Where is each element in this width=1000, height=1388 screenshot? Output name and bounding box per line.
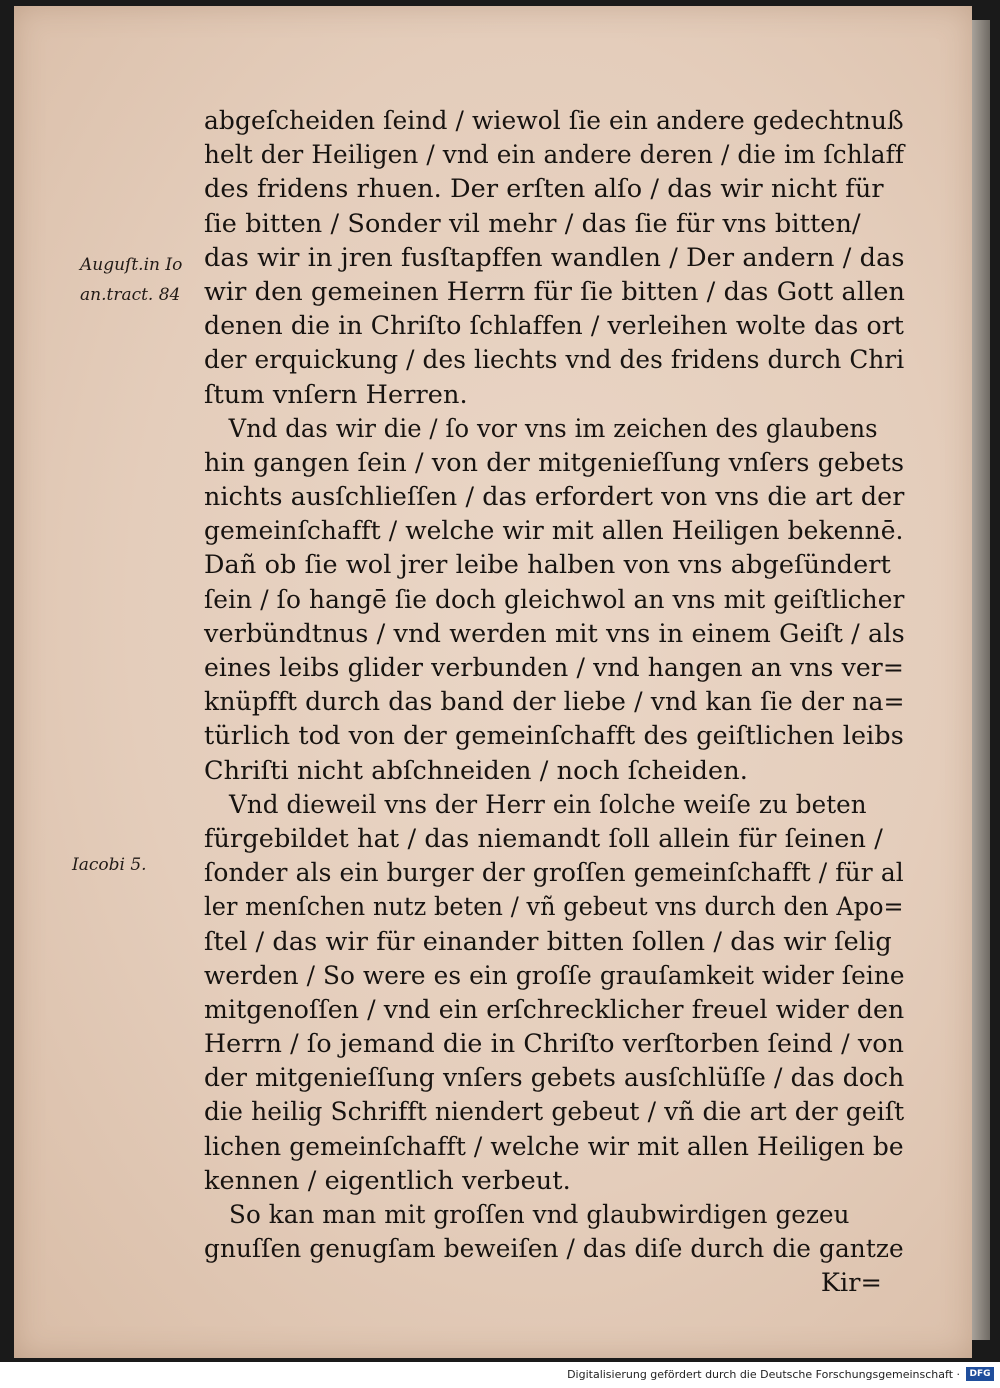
book-edge [972,20,990,1340]
text-line: gemeinſchafft / welche wir mit allen Heiligen bekennē. [204,516,904,547]
digitization-footer [0,1362,1000,1388]
margin-note-line: an.tract. 84 [80,285,181,305]
text-line: eines leibs glider verbunden / vnd hangen an vns ver= [204,653,904,683]
text-line: werden / So were es ein groſſe grauſamkeit wider ſeine [204,960,905,991]
margin-note-augustin [80,250,182,310]
paragraph-start-line: So kan man mit groſſen vnd glaubwirdigen gezeu [229,1200,850,1230]
funding-credit: Digitalisierung gefördert durch die Deutsche Forschungsgemeinschaft · [567,1368,960,1381]
text-line: fürgebildet hat / das niemandt ſoll allein für ſeinen / [204,823,883,854]
text-line: ſie bitten / Sonder vil mehr / das ſie für vns bitten/ [204,208,861,239]
text-line: denen die in Chriſto ſchlaffen / verleihen wolte das ort [204,311,905,342]
text-line: die heilig Schrifft niendert gebeut / vñ die art der geiſt [204,1097,905,1128]
text-line: Chriſti nicht abſchneiden / noch ſcheiden. [204,755,748,786]
margin-note-line: Auguſt.in Io [80,255,183,275]
text-line: ler menſchen nutz beten / vñ gebeut vns durch den Apo= [204,892,904,923]
text-line: ſein / ſo hangē ſie doch gleichwol an vns mit geiſtlicher [204,584,905,615]
text-line: Dañ ob ſie wol jrer leibe halben von vns abgeſündert [204,550,891,581]
text-line: türlich tod von der gemeinſchafft des geiſtlichen leibs [204,721,904,752]
paragraph-start-line: Vnd das wir die / ſo vor vns im zeichen des glaubens [228,413,878,444]
text-line: der mitgenieſſung vnſers gebets ausſchlüſſe / das doch [204,1063,905,1094]
text-line: knüpfft durch das band der liebe / vnd kan ſie der na= [204,687,905,718]
text-line: helt der Heiligen / vnd ein andere deren / die im ſchlaff [204,140,905,171]
text-line: ſonder als ein burger der groſſen gemeinſchafft / für al [204,858,904,889]
text-line: nichts ausſchlieſſen / das erfordert von vns die art der [204,482,905,513]
dfg-logo: DFG [966,1367,994,1381]
text-line: Herrn / ſo jemand die in Chriſto verſtorben ſeind / von [204,1029,904,1060]
text-line: des fridens rhuen. Der erſten alſo / das wir nicht für [204,174,884,205]
text-line: kennen / eigentlich verbeut. [204,1165,571,1196]
text-line: ſtel / das wir für einander bitten ſollen / das wir ſelig [204,926,892,957]
paragraph-start-line: Vnd dieweil vns der Herr ein ſolche weiſe zu beten [229,789,867,820]
text-line: der erquickung / des liechts vnd des fridens durch Chri [204,345,905,376]
text-line: verbündtnus / vnd werden mit vns in einem Geiſt / als [204,618,905,649]
text-line: ſtum vnſern Herren. [204,379,468,410]
text-line: abgeſcheiden ſeind / wiewol ſie ein andere gedechtnuß [204,106,904,136]
catchword: Kir= [820,1268,882,1299]
text-line: wir den gemeinen Herrn für ſie bitten / das Gott allen [204,276,906,307]
text-line: mitgenoſſen / vnd ein erſchrecklicher freuel wider den [204,994,905,1025]
text-line: lichen gemeinſchafft / welche wir mit allen Heiligen be [204,1131,904,1162]
margin-note-iacobi: Iacobi 5. [72,855,147,875]
text-line: hin gangen ſein / von der mitgenieſſung vnſers gebets [204,447,905,478]
text-line: das wir in jren fusſtapffen wandlen / Der andern / das [204,242,905,273]
page-text [204,104,904,1301]
text-line: gnuſſen genugſam beweiſen / das diſe durch die gantze [204,1234,904,1265]
